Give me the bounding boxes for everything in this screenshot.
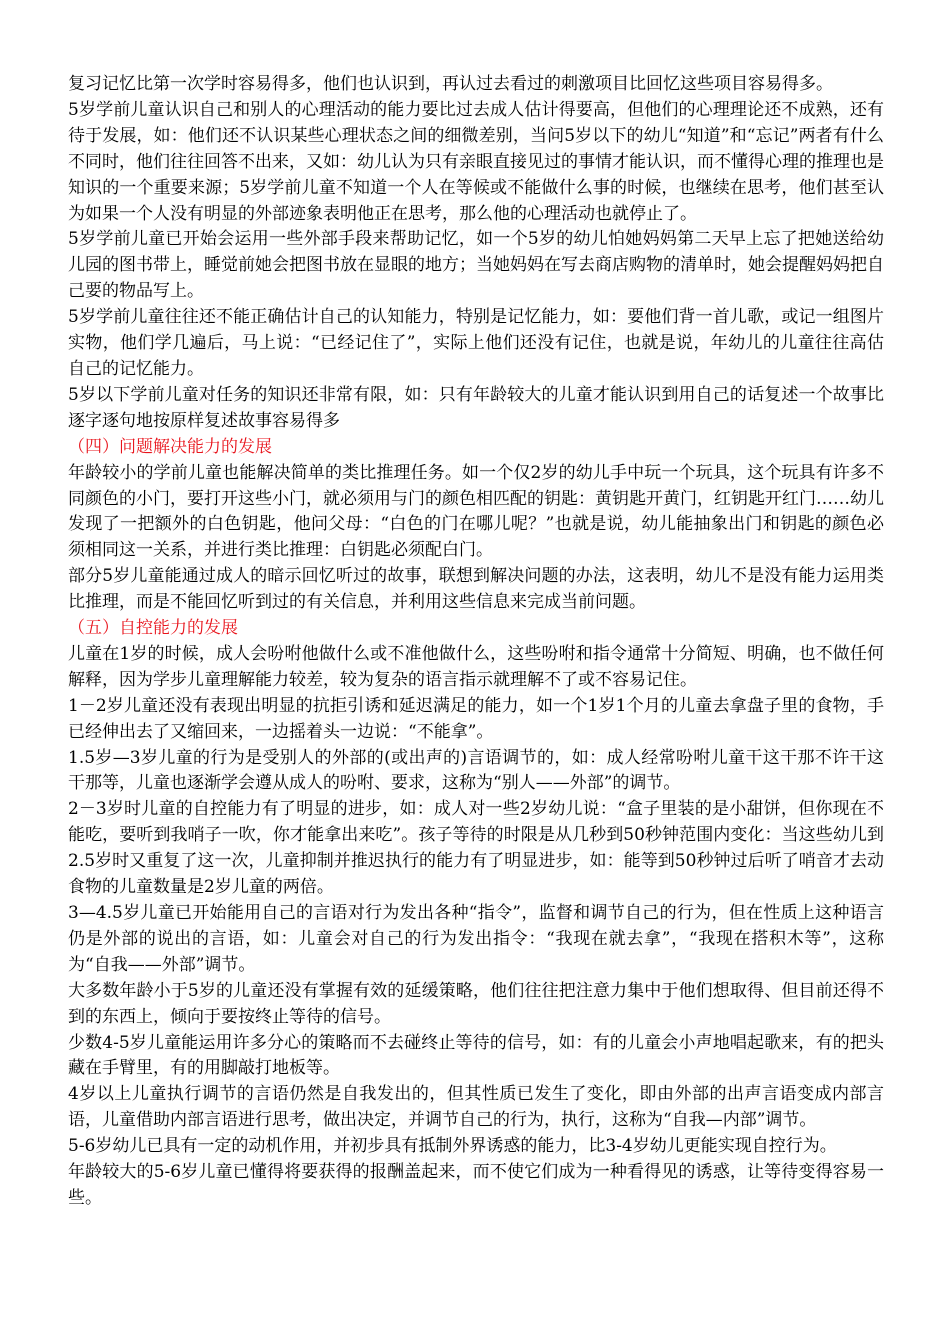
document-page: [68, 72, 884, 1212]
memory-paragraph: 5岁以下学前儿童对任务的知识还非常有限，如：只有年龄较大的儿童才能认识到用自己的话复述一个故事比逐字逐句地按原样复述故事容易得多: [68, 384, 884, 431]
intro-continuation-paragraph: 复习记忆比第一次学时容易得多，他们也认识到，再认过去看过的刺激项目比回忆这些项目容易得多。: [68, 74, 833, 94]
self-control-paragraph: 少数4-5岁儿童能运用许多分心的策略而不去碰终止等待的信号，如：有的儿童会小声地唱起歌来，有的把头藏在手臂里，有的用脚敲打地板等。: [68, 1032, 884, 1079]
memory-paragraph: 5岁学前儿童已开始会运用一些外部手段来帮助记忆，如一个5岁的幼儿怕她妈妈第二天早上忘了把她送给幼儿园的图书带上，睡觉前她会把图书放在显眼的地方；当她妈妈在写去商店购物的清单时，她会提醒妈妈把自己要的物品写上。: [68, 229, 884, 302]
problem-solving-paragraph: 部分5岁儿童能通过成人的暗示回忆听过的故事，联想到解决问题的办法，这表明，幼儿不是没有能力运用类比推理，而是不能回忆听到过的有关信息，并利用这些信息来完成当前问题。: [68, 566, 884, 613]
self-control-paragraph: 大多数年龄小于5岁的儿童还没有掌握有效的延缓策略，他们往往把注意力集中于他们想取得、但目前还得不到的东西上，倾向于要按终止等待的信号。: [68, 980, 884, 1027]
self-control-paragraph: 2－3岁时儿童的自控能力有了明显的进步，如：成人对一些2岁幼儿说：“盒子里装的是小甜饼，但你现在不能吃，要听到我哨子一吹，你才能拿出来吃”。孩子等待的时限是从几秒到50秒钟范围内变化：当这些幼儿到2.5岁时又重复了这一次，儿童抑制并推迟执行的能力有了明显进步，如：能等到50秒钟过后听了哨音才去动食物的儿童数量是2岁儿童的两倍。: [68, 799, 884, 898]
self-control-paragraph: 3—4.5岁儿童已开始能用自己的言语对行为发出各种“指令”，监督和调节自己的行为，但在性质上这种语言仍是外部的说出的言语，如：儿童会对自己的行为发出指令：“我现在就去拿”，“我现在搭积木等”，这称为“自我——外部”调节。: [68, 903, 884, 975]
self-control-paragraph: 年龄较大的5-6岁儿童已懂得将要获得的报酬盖起来，而不使它们成为一种看得见的诱惑，让等待变得容易一些。: [68, 1162, 884, 1208]
self-control-paragraph: 儿童在1岁的时候，成人会吩咐他做什么或不准他做什么，这些吩咐和指令通常十分简短、明确，也不做任何解释，因为学步儿童理解能力较差，较为复杂的语言指示就理解不了或不容易记住。: [68, 643, 884, 690]
problem-solving-paragraph: 年龄较小的学前儿童也能解决简单的类比推理任务。如一个仅2岁的幼儿手中玩一个玩具，这个玩具有许多不同颜色的小门，要打开这些小门，就必须用与门的颜色相匹配的钥匙：黄钥匙开黄门，红钥匙开红门……幼儿发现了一把额外的白色钥匙，他问父母：“白色的门在哪儿呢？”也就是说，幼儿能抽象出门和钥匙的颜色必须相同这一关系，并进行类比推理：白钥匙必须配白门。: [68, 462, 884, 561]
self-control-paragraph: 1－2岁儿童还没有表现出明显的抗拒引诱和延迟满足的能力，如一个1岁1个月的儿童去拿盘子里的食物，手已经伸出去了又缩回来，一边摇着头一边说：“不能拿”。: [68, 695, 884, 742]
memory-paragraph: 5岁学前儿童往往还不能正确估计自己的认知能力，特别是记忆能力，如：要他们背一首儿歌，或记一组图片实物，他们学几遍后，马上说：“已经记住了”，实际上他们还没有记住，也就是说，年幼儿的儿童往往高估自己的记忆能力。: [68, 307, 884, 379]
section-heading-self-control: （五）自控能力的发展: [68, 618, 238, 639]
section-heading-problem-solving: （四）问题解决能力的发展: [68, 436, 272, 457]
self-control-paragraph: 5-6岁幼儿已具有一定的动机作用，并初步具有抵制外界诱惑的能力，比3-4岁幼儿更能实现自控行为。: [68, 1136, 837, 1157]
memory-paragraph: 5岁学前儿童认识自己和别人的心理活动的能力要比过去成人估计得要高，但他们的心理理论还不成熟，还有待于发展，如：他们还不认识某些心理状态之间的细微差别，当问5岁以下的幼儿“知道”和“忘记”两者有什么不同时，他们往往回答不出来，又如：幼儿认为只有亲眼直接见过的事情才能认识，而不懂得心理的推理也是知识的一个重要来源；5岁学前儿童不知道一个人在等候或不能做什么事的时候，也继续在思考，他们甚至认为如果一个人没有明显的外部迹象表明他正在思考，那么他的心理活动也就停止了。: [68, 99, 884, 224]
self-control-paragraph: 4岁以上儿童执行调节的言语仍然是自我发出的，但其性质已发生了变化，即由外部的出声言语变成内部言语，儿童借助内部言语进行思考，做出决定，并调节自己的行为，执行，这称为“自我—内部”调节。: [68, 1084, 884, 1131]
self-control-paragraph: 1.5岁—3岁儿童的行为是受别人的外部的(或出声的)言语调节的，如：成人经常吩咐儿童干这干那不许干这干那等，儿童也逐渐学会遵从成人的吩咐、要求，这称为“别人——外部”的调节。: [68, 747, 884, 794]
